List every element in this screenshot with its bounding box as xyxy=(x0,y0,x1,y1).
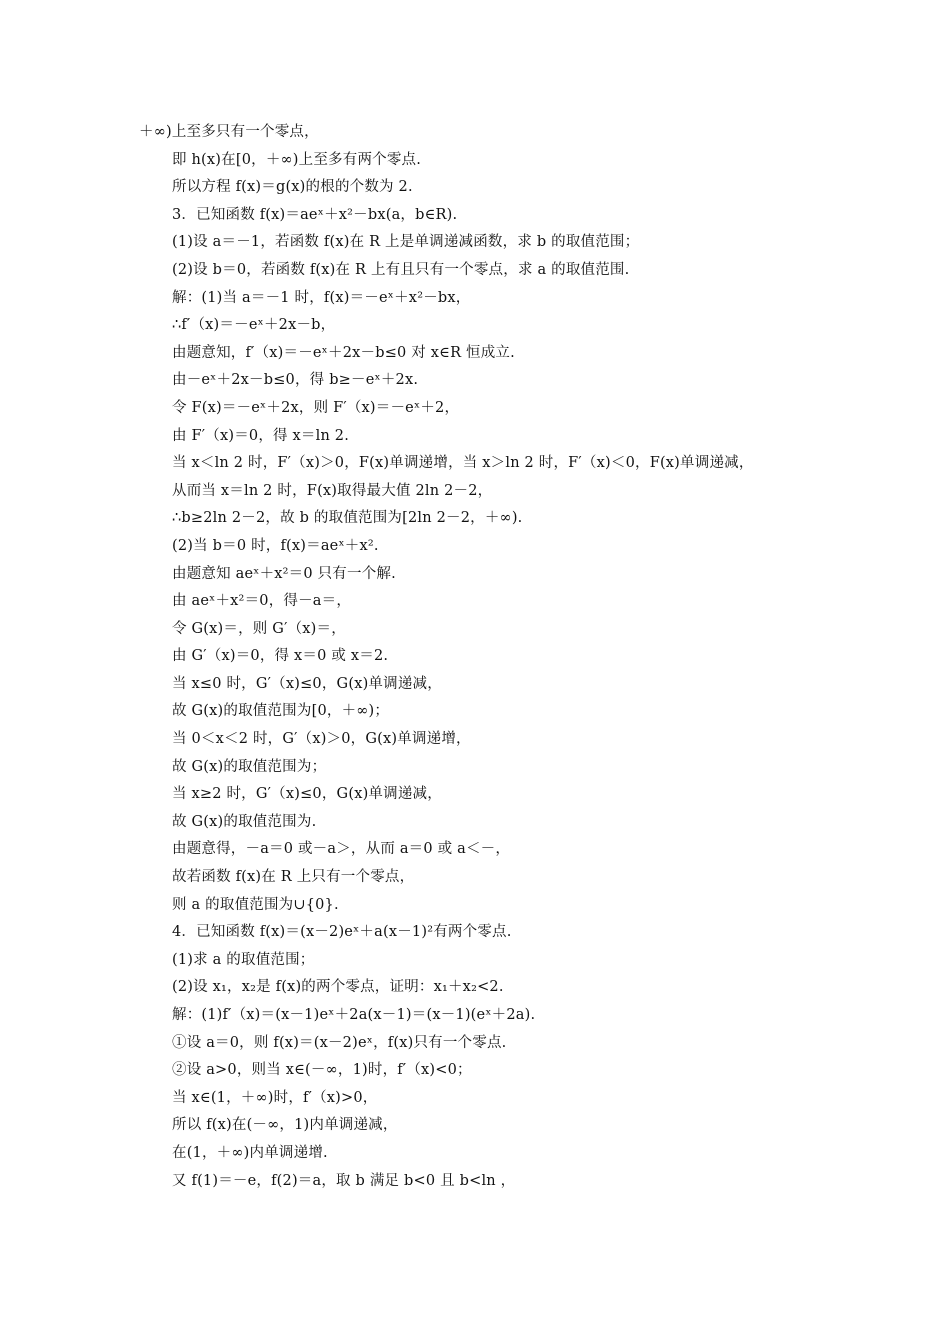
text-line: 由 aeˣ＋x²＝0，得－a＝， xyxy=(172,593,352,610)
text-line: 令 G(x)＝，则 G′（x)＝， xyxy=(172,620,346,637)
text-line: ∴b≥2ln 2－2，故 b 的取值范围为[2ln 2－2，＋∞). xyxy=(172,510,523,527)
text-line: ①设 a＝0，则 f(x)＝(x－2)eˣ，f(x)只有一个零点. xyxy=(172,1034,507,1051)
text-line: 所以 f(x)在(－∞，1)内单调递减， xyxy=(172,1117,398,1134)
text-line: 则 a 的取值范围为∪{0}. xyxy=(172,896,339,913)
text-line: (2)设 x₁，x₂是 f(x)的两个零点，证明：x₁＋x₂<2. xyxy=(172,979,504,996)
text-line: 当 x≤0 时，G′（x)≤0，G(x)单调递减， xyxy=(172,675,442,692)
text-line: (1)求 a 的取值范围； xyxy=(172,951,315,968)
text-line: 解：(1)当 a＝－1 时，f(x)＝－eˣ＋x²－bx， xyxy=(172,289,471,306)
text-line: 故 G(x)的取值范围为； xyxy=(172,758,327,775)
text-line: (2)当 b＝0 时，f(x)＝aeˣ＋x². xyxy=(172,537,379,554)
text-line: 由题意知，f′（x)＝－eˣ＋2x－b≤0 对 x∈R 恒成立. xyxy=(172,344,515,361)
text-line: (2)设 b＝0，若函数 f(x)在 R 上有且只有一个零点，求 a 的取值范围. xyxy=(172,261,630,278)
text-line: 3．已知函数 f(x)＝aeˣ＋x²－bx(a，b∈R). xyxy=(172,206,458,223)
text-line: 由－eˣ＋2x－b≤0，得 b≥－eˣ＋2x. xyxy=(172,372,419,389)
text-line: 4．已知函数 f(x)＝(x－2)eˣ＋a(x－1)²有两个零点. xyxy=(172,924,512,941)
document-body xyxy=(139,119,839,1195)
text-line: 当 x≥2 时，G′（x)≤0，G(x)单调递减， xyxy=(172,786,442,803)
text-line: 由 G′（x)＝0，得 x＝0 或 x＝2. xyxy=(172,648,389,665)
text-line: 故若函数 f(x)在 R 上只有一个零点， xyxy=(172,869,415,886)
text-line: ②设 a>0，则当 x∈(－∞，1)时，f′（x)<0； xyxy=(172,1062,472,1079)
text-line: 令 F(x)＝－eˣ＋2x，则 F′（x)＝－eˣ＋2， xyxy=(172,399,460,416)
text-line: 由题意得，－a＝0 或－a＞，从而 a＝0 或 a＜－， xyxy=(172,841,511,858)
text-line: 当 x∈(1，＋∞)时，f′（x)>0， xyxy=(172,1089,378,1106)
text-line: 由 F′（x)＝0，得 x＝ln 2. xyxy=(172,427,350,444)
text-line: 当 0＜x＜2 时，G′（x)＞0，G(x)单调递增， xyxy=(172,731,471,748)
text-line: 又 f(1)＝－e，f(2)＝a，取 b 满足 b<0 且 b<ln ， xyxy=(172,1172,516,1189)
text-line: 故 G(x)的取值范围为[0，＋∞)； xyxy=(172,703,390,720)
text-line: (1)设 a＝－1，若函数 f(x)在 R 上是单调递减函数，求 b 的取值范围； xyxy=(172,234,640,251)
text-line: 当 x＜ln 2 时，F′（x)＞0，F(x)单调递增，当 x＞ln 2 时，F′（x)＜0，F(x)单调递减， xyxy=(172,455,754,472)
text-line: 从而当 x＝ln 2 时，F(x)取得最大值 2ln 2－2， xyxy=(172,482,493,499)
text-line: 即 h(x)在[0，＋∞)上至多有两个零点. xyxy=(172,151,422,168)
text-line: ＋∞)上至多只有一个零点， xyxy=(139,124,319,140)
text-line: ∴f′（x)＝－eˣ＋2x－b， xyxy=(172,317,336,334)
text-line: 解：(1)f′（x)＝(x－1)eˣ＋2a(x－1)＝(x－1)(eˣ＋2a). xyxy=(172,1007,536,1023)
text-line: 由题意知 aeˣ＋x²＝0 只有一个解. xyxy=(172,565,396,582)
text-line: 故 G(x)的取值范围为. xyxy=(172,813,317,830)
text-line: 所以方程 f(x)＝g(x)的根的个数为 2. xyxy=(172,179,413,196)
text-line: 在(1，＋∞)内单调递增. xyxy=(172,1144,328,1161)
